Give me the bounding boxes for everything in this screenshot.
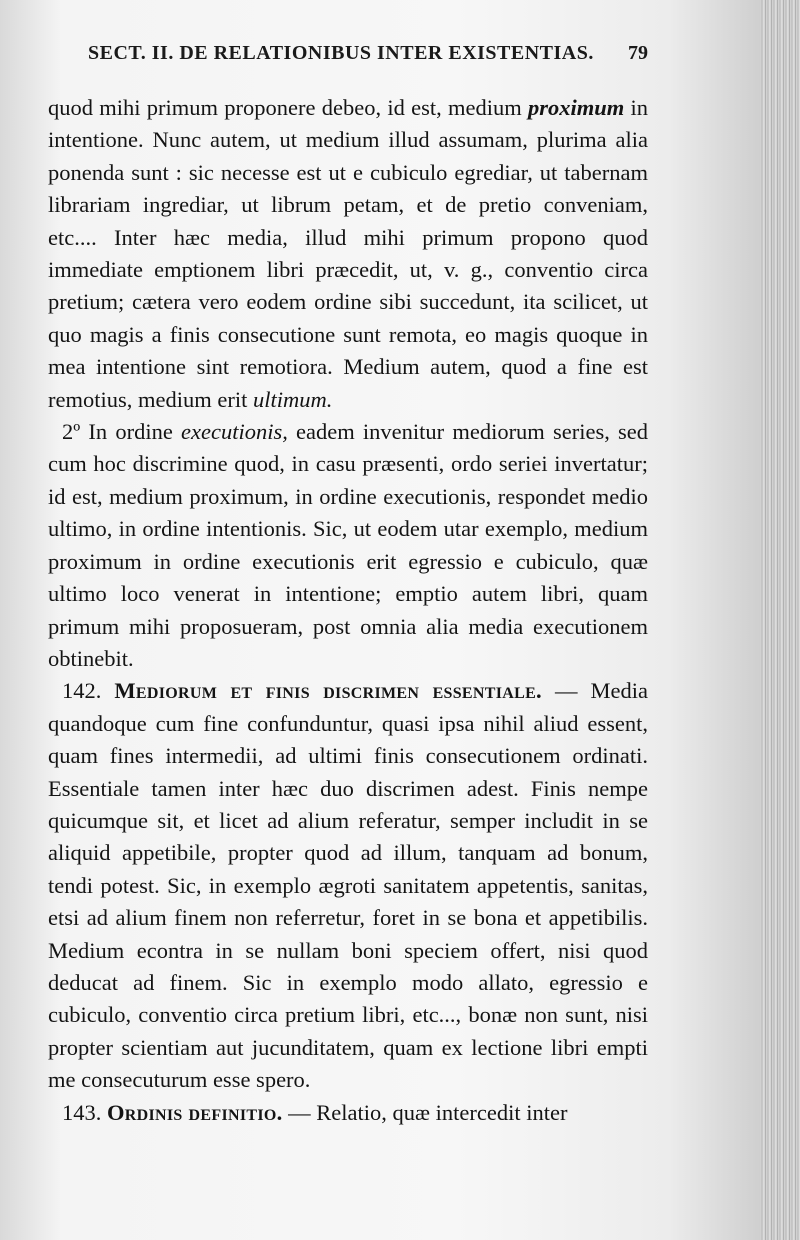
section-number-143: 143. (62, 1099, 102, 1125)
para2-text: eadem invenitur mediorum series, sed cum hoc discrimine quod, in casu præsenti, ordo seriei invertatur; id est, medium proximum, in ordine executionis, respondet medio ultimo, in ordine intentionis. Sic, ut eodem utar exemplo, medium proximum in ordine executionis erit egressio e cubiculo, quæ ultimo loco venerat in intentione; emptio autem libri, quam primum mihi proposueram, post omnia alia media executionem obtinebit. (48, 419, 649, 671)
running-header (88, 42, 648, 65)
para2-lead: 2º In ordine (62, 419, 173, 445)
paragraph-2 (48, 416, 648, 675)
page-number: 79 (628, 42, 648, 64)
page-stack-edge (760, 0, 800, 1240)
paragraph-143 (48, 1097, 648, 1129)
para4-text: — Relatio, quæ intercedit inter (288, 1099, 568, 1125)
section-heading-143: Ordinis definitio. (107, 1099, 283, 1125)
running-title: SECT. II. DE RELATIONIBUS INTER EXISTENTIAS. (88, 42, 594, 64)
para1-text-b: in intentione. Nunc autem, ut medium illud assumam, plurima alia ponenda sunt : sic necesse est ut e cubiculo egrediar, ut tabernam librariam ingrediar, ut librum petam, et de pretio conveniam, etc.... Inter hæc media, illud mihi primum propono quod immediate emptionem libri præcedit, ut, v. g., conventio circa pretium; cætera vero eodem ordine sibi succedunt, ita scilicet, ut quo magis a finis consecutione sunt remota, eo magis quoque in mea intentione sint remotiora. Medium autem, quod a fine est remotius, medium erit (48, 95, 649, 412)
para3-text: — Media quandoque cum fine confunduntur, quasi ipsa nihil aliud essent, quam fines intermedii, ad ultimi finis consecutionem ordinati. Essentiale tamen inter hæc duo discrimen adest. Finis nempe quicumque sit, et licet ad alium referatur, semper includit in se aliquid appetibile, propter quod ad illum, tanquam ad bonum, tendi potest. Sic, in exemplo ægroti sanitatem appetentis, sanitas, etsi ad alium finem non referretur, foret in se bona et appetibilis. Medium econtra in se nullam boni speciem offert, nisi quod deducat ad finem. Sic in exemplo modo allato, egressio e cubiculo, conventio circa pretium libri, etc..., bonæ non sunt, nisi propter scientiam aut jucunditatem, quam ex lectione libri empti me consecuturum esse spero. (48, 678, 648, 1093)
para1-emphasis-proximum: proximum (527, 95, 625, 120)
para2-emphasis-executionis: executionis, (181, 419, 288, 445)
paragraph-1 (48, 92, 648, 416)
para1-emphasis-ultimum: ultimum. (252, 386, 333, 412)
section-number-142: 142. (62, 678, 102, 704)
paragraph-142 (48, 675, 648, 1096)
para1-text-a: quod mihi primum proponere debeo, id est, medium (48, 95, 522, 120)
body-text (48, 92, 648, 1129)
section-heading-142: Mediorum et finis discrimen essentiale. (114, 678, 542, 704)
